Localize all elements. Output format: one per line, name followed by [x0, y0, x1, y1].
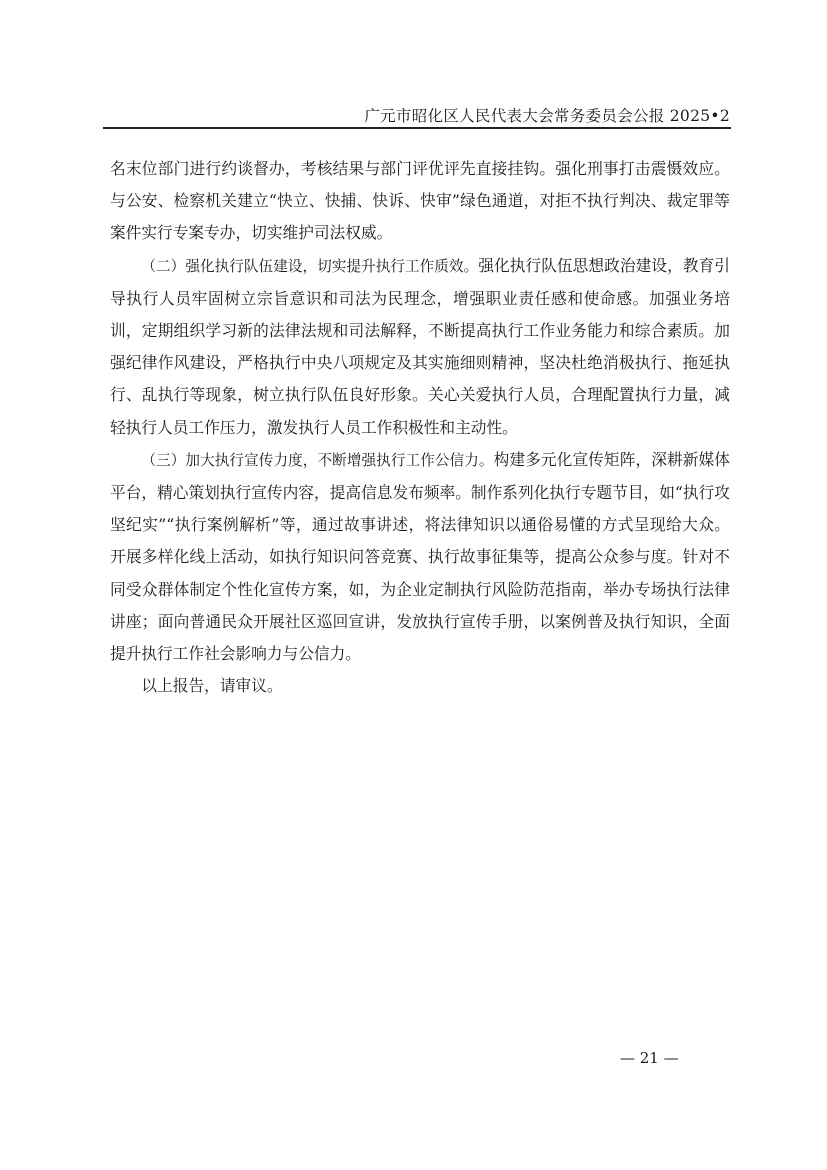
paragraph-section-two [110, 250, 730, 444]
paragraph-text: 以上报告，请审议。 [141, 676, 283, 696]
section-heading: （二）强化执行队伍建设，切实提升执行工作质效。 [141, 257, 479, 275]
paragraph-closing [110, 670, 730, 702]
paragraph-text: 强化执行队伍思想政治建设，教育引导执行人员牢固树立宗旨意识和司法为民理念，增强职业责任感和使命感。加强业务培训，定期组织学习新的法律法规和司法解释，不断提高执行工作业务能力和综合素质。加强纪律作风建设，严格执行中央八项规定及其实施细则精神，坚决杜绝消极执行、拖延执行、乱执行等现象，树立执行队伍良好形象。关心关爱执行人员，合理配置执行力量，减轻执行人员工作压力，激发执行人员工作积极性和主动性。 [110, 255, 730, 437]
document-body [110, 153, 730, 702]
paragraph-text: 构建多元化宣传矩阵，深耕新媒体平台，精心策划执行宣传内容，提高信息发布频率。制作系列化执行专题节目，如“执行攻坚纪实”“执行案例解析”等，通过故事讲述，将法律知识以通俗易懂的方式呈现给大众。开展多样化线上活动，如执行知识问答竞赛、执行故事征集等，提高公众参与度。针对不同受众群体制定个性化宣传方案，如，为企业定制执行风险防范指南，举办专场执行法律讲座；面向普通民众开展社区巡回宣讲，发放执行宣传手册，以案例普及执行知识，全面提升执行工作社会影响力与公信力。 [110, 449, 730, 664]
paragraph-section-three [110, 444, 730, 670]
gazette-header-title: 广元市昭化区人民代表大会常务委员会公报 2025•2 [364, 107, 730, 125]
paragraph-continued [110, 153, 730, 250]
paragraph-text: 名末位部门进行约谈督办，考核结果与部门评优评先直接挂钩。强化刑事打击震慑效应。与公安、检察机关建立“快立、快捕、快诉、快审”绿色通道，对拒不执行判决、裁定罪等案件实行专案专办，切实维护司法权威。 [110, 159, 730, 243]
page-number: — 21 — [620, 1049, 679, 1067]
section-heading: （三）加大执行宣传力度，不断增强执行工作公信力。 [141, 451, 494, 469]
header-divider [103, 127, 731, 129]
